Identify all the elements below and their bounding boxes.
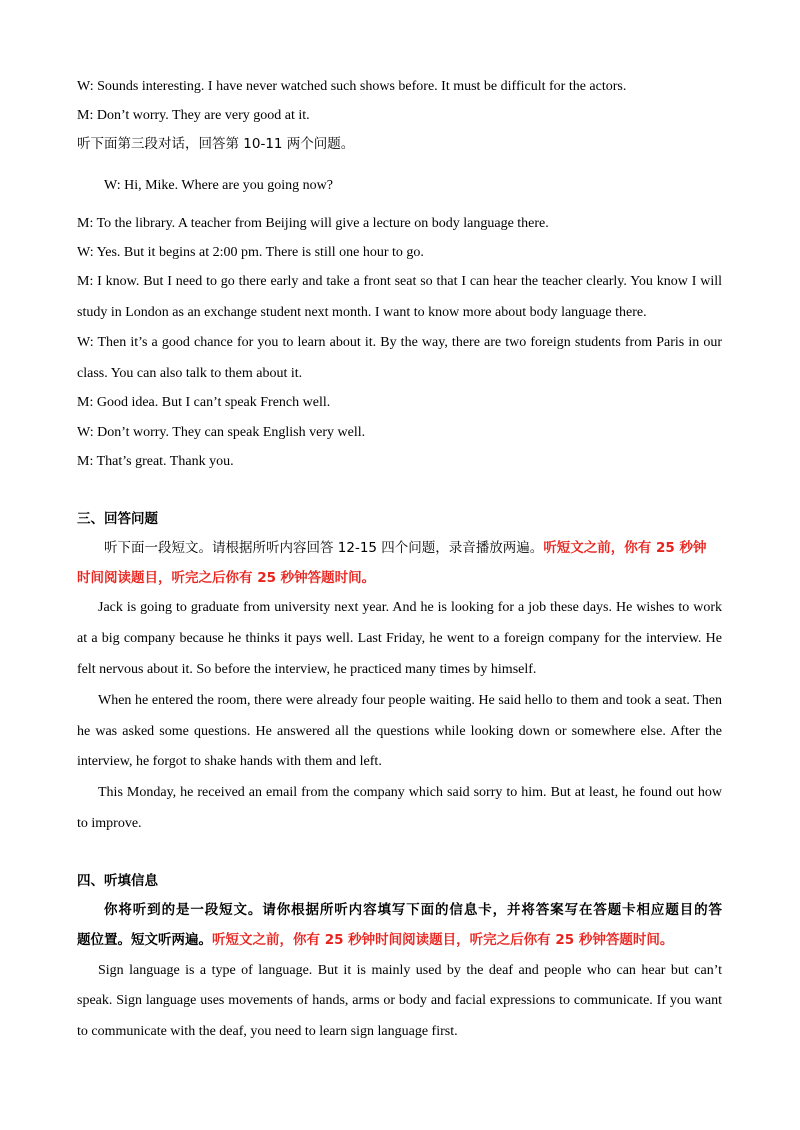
section-instruction: 你将听到的是一段短文。请你根据所听内容填写下面的信息卡，并将答案写在答题卡相应题目的答	[104, 902, 722, 918]
paragraph-line: he was asked some questions. He answered all the questions while looking down or somewhere else. After the	[77, 724, 722, 739]
dialogue-line: M: To the library. A teacher from Beijing will give a lecture on body language there.	[77, 216, 549, 231]
dialogue-line: W: Yes. But it begins at 2:00 pm. There is still one hour to go.	[77, 245, 424, 260]
section-instruction: 听下面第三段对话，回答第 10-11 两个问题。	[77, 136, 355, 152]
dialogue-line: M: I know. But I need to go there early and take a front seat so that I can hear the teacher clearly. You know I will	[77, 274, 722, 289]
section-instruction-red: 时间阅读题目，听完之后你有 25 秒钟答题时间。	[77, 570, 376, 586]
dialogue-line: M: Don’t worry. They are very good at it.	[77, 108, 310, 123]
paragraph-line: Jack is going to graduate from university next year. And he is looking for a job these days. He wishes to work	[98, 600, 722, 615]
dialogue-line: class. You can also talk to them about it.	[77, 366, 303, 381]
dialogue-line: M: That’s great. Thank you.	[77, 454, 234, 469]
paragraph-line: Sign language is a type of language. But it is mainly used by the deaf and people who can hear but can’t	[98, 963, 722, 978]
dialogue-line: W: Sounds interesting. I have never watched such shows before. It must be difficult for the actors.	[77, 79, 627, 94]
dialogue-line: M: Good idea. But I can’t speak French well.	[77, 395, 331, 410]
section-heading: 四、听填信息	[77, 873, 158, 889]
paragraph-line: This Monday, he received an email from the company which said sorry to him. But at least, he found out how	[98, 785, 722, 800]
section-instruction: 题位置。短文听两遍。听短文之前，你有 25 秒钟时间阅读题目，听完之后你有 25 秒钟答题时间。	[77, 932, 674, 948]
paragraph-line: to improve.	[77, 816, 142, 831]
dialogue-line: W: Then it’s a good chance for you to learn about it. By the way, there are two foreign students from Paris in our	[77, 335, 722, 350]
section-instruction: 听下面一段短文。请根据所听内容回答 12-15 四个问题，录音播放两遍。听短文之前，你有 25 秒钟	[104, 540, 707, 556]
paragraph-line: to communicate with the deaf, you need to learn sign language first.	[77, 1024, 458, 1039]
dialogue-line: study in London as an exchange student next month. I want to know more about body language there.	[77, 305, 647, 320]
paragraph-line: felt nervous about it. So before the interview, he practiced many times by himself.	[77, 662, 537, 677]
paragraph-line: interview, he forgot to shake hands with them and left.	[77, 754, 382, 769]
dialogue-line: W: Hi, Mike. Where are you going now?	[104, 178, 333, 193]
dialogue-line: W: Don’t worry. They can speak English very well.	[77, 425, 366, 440]
paragraph-line: When he entered the room, there were already four people waiting. He said hello to them and took a seat. Then	[98, 693, 722, 708]
section-heading: 三、回答问题	[77, 511, 158, 527]
paragraph-line: at a big company because he thinks it pays well. Last Friday, he went to a foreign company for the interview. He	[77, 631, 722, 646]
paragraph-line: speak. Sign language uses movements of hands, arms or body and facial expressions to communicate. If you want	[77, 993, 722, 1008]
